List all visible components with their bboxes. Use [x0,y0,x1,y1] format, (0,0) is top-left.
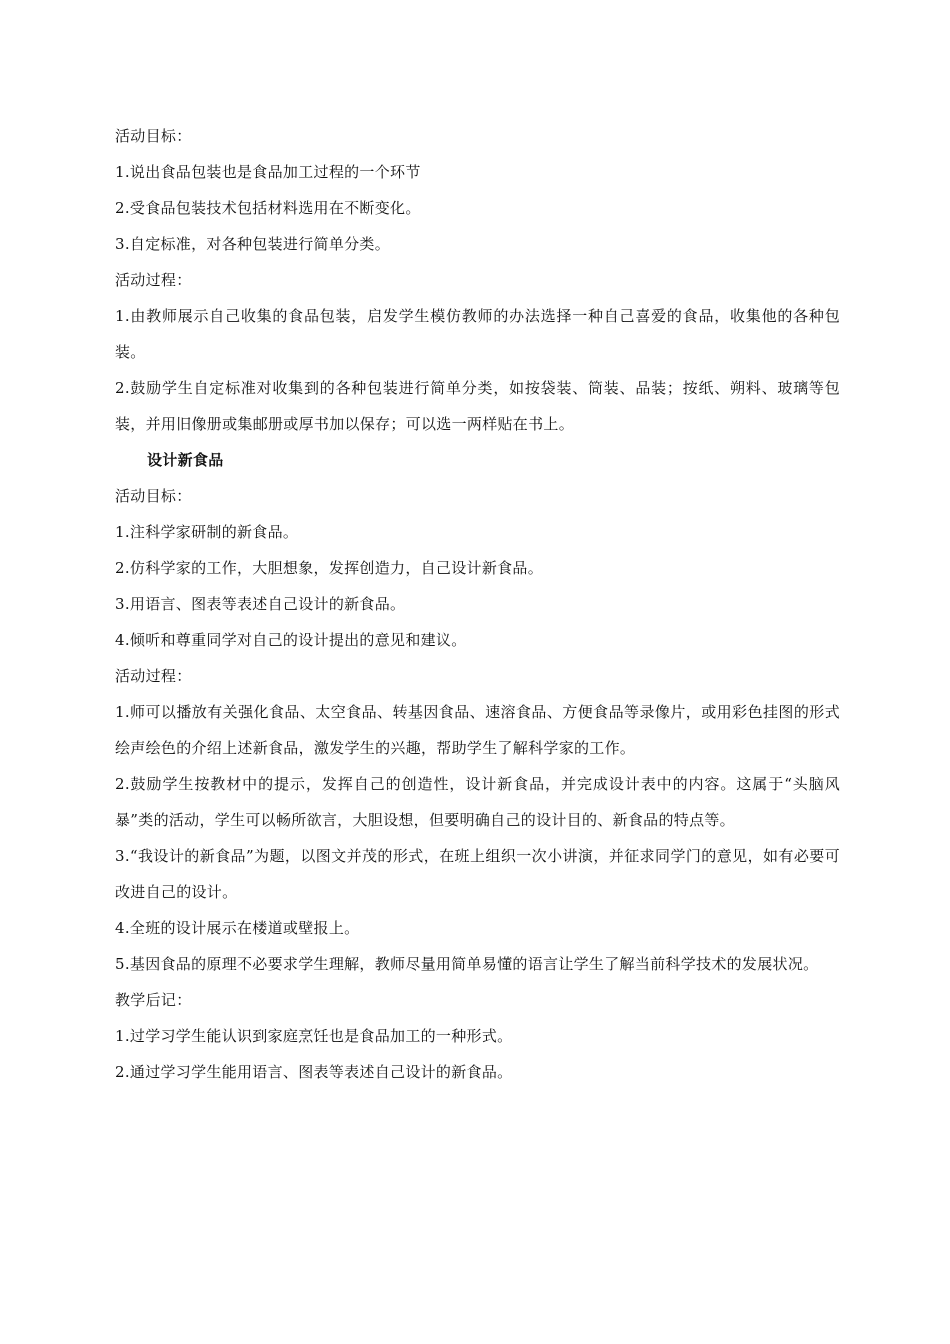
goal-item: 1.说出食品包装也是食品加工过程的一个环节 [115,163,421,181]
section-heading: 设计新食品 [147,451,224,469]
process-item: 2.鼓励学生按教材中的提示，发挥自己的创造性，设计新食品，并完成设计表中的内容。这属于“头脑风暴”类的活动，学生可以畅所欲言，大胆设想，但要明确自己的设计目的、新食品的特点等。 [115,775,840,829]
notes-title: 教学后记： [115,991,192,1009]
process-title: 活动过程： [115,271,192,289]
goals-title: 活动目标： [115,487,192,505]
process-item: 1.由教师展示自己收集的食品包装，启发学生模仿教师的办法选择一种自己喜爱的食品，收集他的各种包装。 [115,307,840,361]
goal-item: 2.受食品包装技术包括材料选用在不断变化。 [115,199,421,217]
process-item: 5.基因食品的原理不必要求学生理解，教师尽量用简单易懂的语言让学生了解当前科学技术的发展状况。 [115,955,819,973]
goal-item: 3.自定标准，对各种包装进行简单分类。 [115,235,391,253]
process-item: 1.师可以播放有关强化食品、太空食品、转基因食品、速溶食品、方便食品等录像片，或用彩色挂图的形式绘声绘色的介绍上述新食品，激发学生的兴趣，帮助学生了解科学家的工作。 [115,703,840,757]
process-item: 3.“我设计的新食品”为题，以图文并茂的形式，在班上组织一次小讲演，并征求同学门的意见，如有必要可改进自己的设计。 [115,847,840,901]
goal-item: 4.倾听和尊重同学对自己的设计提出的意见和建议。 [115,631,467,649]
document-page [115,118,840,1090]
note-item: 2.通过学习学生能用语言、图表等表述自己设计的新食品。 [115,1063,513,1081]
goals-title: 活动目标： [115,127,192,145]
process-item: 2.鼓励学生自定标准对收集到的各种包装进行简单分类，如按袋装、筒装、品装；按纸、朔料、玻璃等包装，并用旧像册或集邮册或厚书加以保存；可以选一两样贴在书上。 [115,379,840,433]
goal-item: 2.仿科学家的工作，大胆想象，发挥创造力，自己设计新食品。 [115,559,544,577]
goal-item: 3.用语言、图表等表述自己设计的新食品。 [115,595,406,613]
goal-item: 1.注科学家研制的新食品。 [115,523,299,541]
process-title: 活动过程： [115,667,192,685]
process-item: 4.全班的设计展示在楼道或壁报上。 [115,919,360,937]
note-item: 1.过学习学生能认识到家庭烹饪也是食品加工的一种形式。 [115,1027,513,1045]
